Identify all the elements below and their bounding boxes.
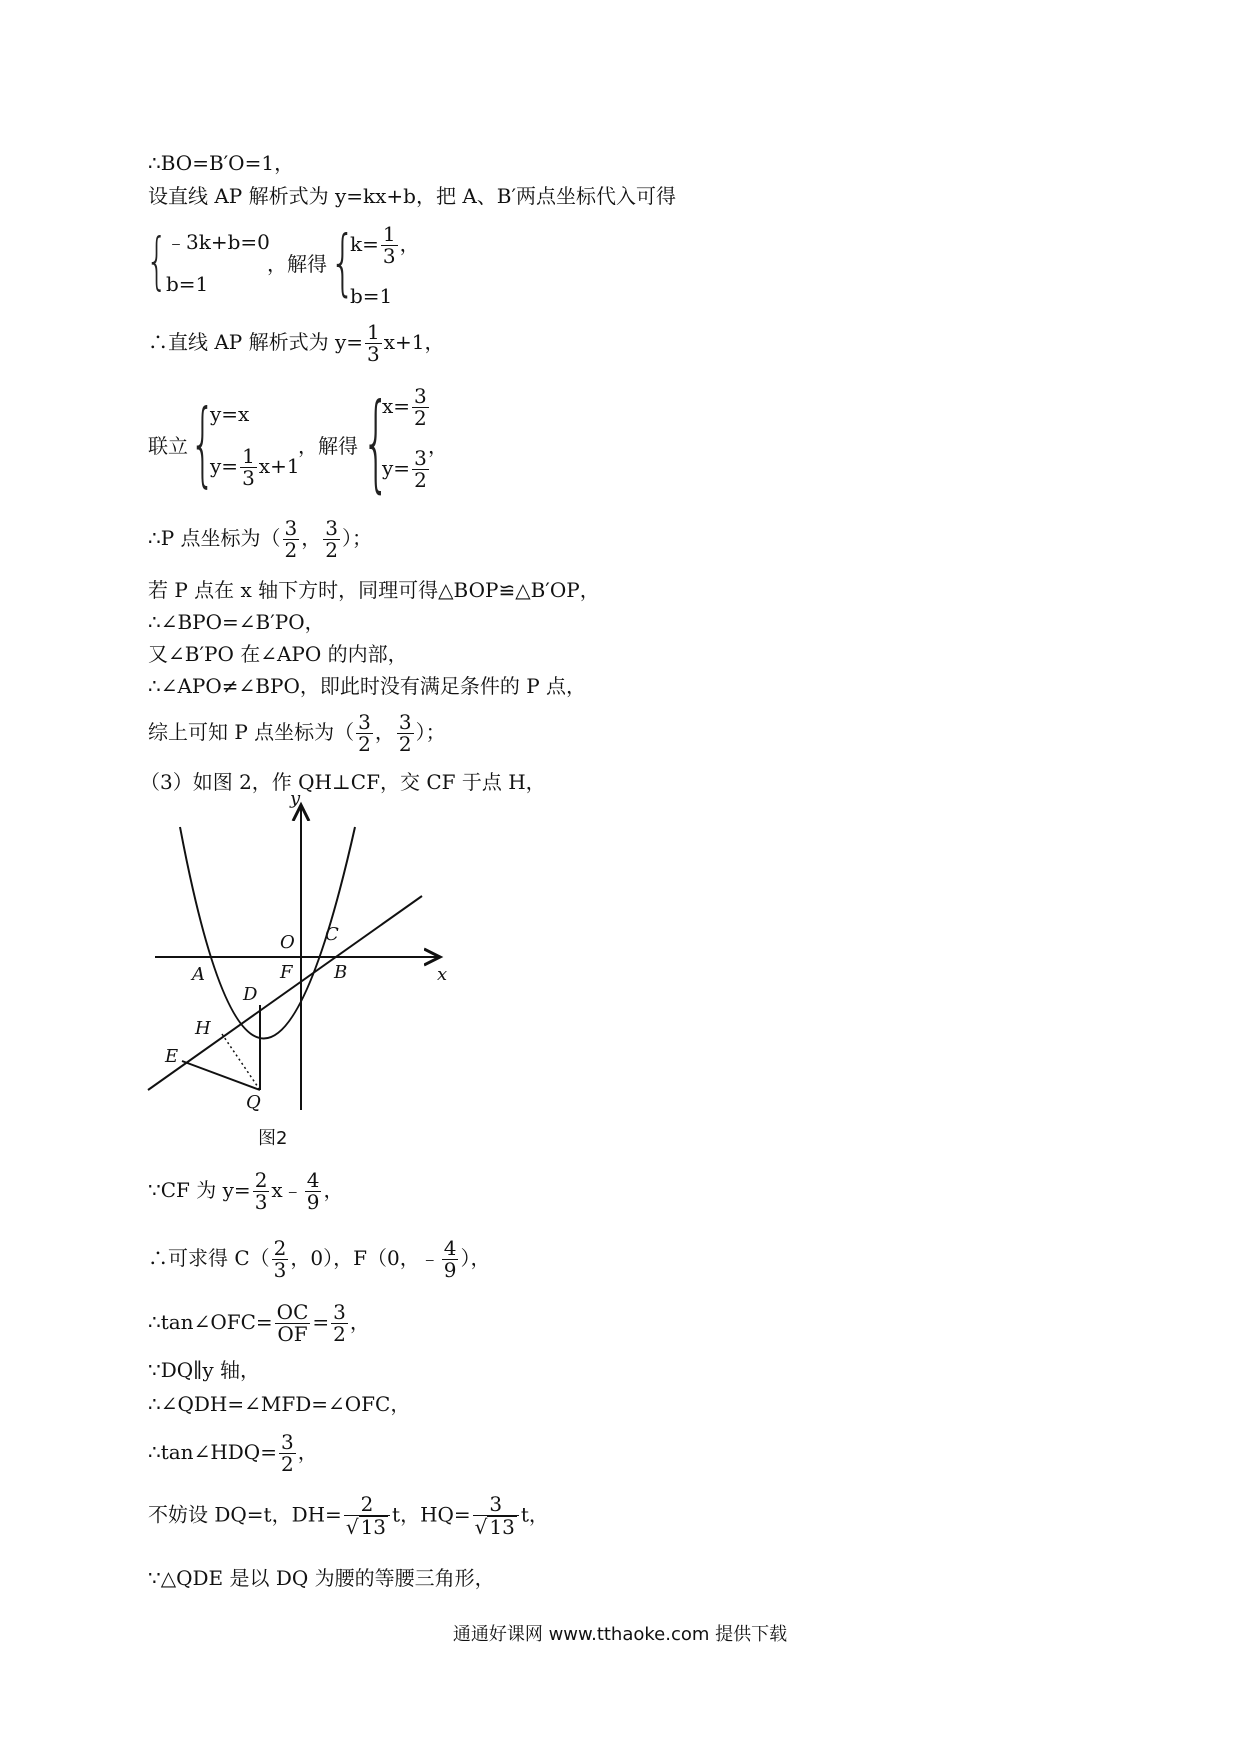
equation: ﹣3k+b=0 bbox=[166, 230, 270, 254]
line-11: 综上可知 P 点坐标为（ $\frac{3}{2}$ ， $\frac{3}{2}$ ）； bbox=[148, 710, 446, 756]
label-h: H bbox=[195, 1018, 211, 1039]
line-4: ∴直线 AP 解析式为 y= $\frac{1}{3}$ x+1， bbox=[148, 320, 445, 366]
label-q: Q bbox=[246, 1092, 261, 1113]
text: ， bbox=[428, 434, 448, 458]
line-14: ∴可求得 C（ $\frac{2}{3}$ ，0），F（0，﹣ $\frac{4}{9}$ ）， bbox=[148, 1236, 491, 1282]
line-19: 不妨设 DQ=t，DH= $\frac{2}{√ 13}$ t，HQ= $\frac{3}{√ 13}$ t， bbox=[148, 1492, 549, 1539]
line-20: ∵△QDE 是以 DQ 为腰的等腰三角形， bbox=[148, 1566, 495, 1590]
line-7: 若 P 点在 x 轴下方时，同理可得△BOP≌△B′OP， bbox=[148, 578, 600, 602]
left-brace: { bbox=[362, 382, 390, 505]
line-1: ∴BO=B′O=1， bbox=[148, 151, 295, 175]
label-d: D bbox=[243, 984, 258, 1005]
segment-hq bbox=[222, 1034, 260, 1090]
label-b: B bbox=[334, 962, 348, 983]
line-16: ∵DQ∥y 轴， bbox=[148, 1358, 261, 1382]
left-brace: { bbox=[146, 226, 168, 298]
equation: b=1 bbox=[350, 284, 393, 308]
text: ，解得 bbox=[298, 434, 358, 458]
label-a: A bbox=[192, 964, 205, 985]
line-18: ∴tan∠HDQ= $\frac{3}{2}$ ， bbox=[148, 1430, 318, 1476]
geometry-figure bbox=[140, 790, 460, 1130]
text: 联立 bbox=[148, 434, 188, 458]
label-c: C bbox=[325, 924, 339, 945]
line-9: 又∠B′PO 在∠APO 的内部， bbox=[148, 642, 408, 666]
footer: 通通好课网 www.tthaoke.com 提供下载 bbox=[452, 1624, 788, 1645]
equation: b=1 bbox=[166, 272, 209, 296]
label-o: O bbox=[280, 932, 295, 953]
line-10: ∴∠APO≠∠BPO，即此时没有满足条件的 P 点， bbox=[148, 674, 587, 698]
line-cf bbox=[148, 896, 422, 1090]
line-13: ∵CF 为 y= $\frac{2}{3}$ x﹣ $\frac{4}{9}$ ， bbox=[148, 1168, 344, 1214]
segment-eq bbox=[182, 1061, 260, 1090]
label-f: F bbox=[280, 962, 293, 983]
equation: y= $\frac{1}{3}$ x+1 bbox=[210, 444, 300, 490]
text: ，解得 bbox=[267, 252, 327, 276]
label-x: x bbox=[437, 964, 448, 985]
equation: y=x bbox=[210, 402, 250, 426]
left-brace: { bbox=[330, 222, 356, 305]
equation: y= $\frac{3}{2}$ bbox=[382, 446, 427, 492]
label-e: E bbox=[165, 1046, 179, 1067]
line-17: ∴∠QDH=∠MFD=∠OFC， bbox=[148, 1392, 411, 1416]
line-2: 设直线 AP 解析式为 y=kx+b，把 A、B′两点坐标代入可得 bbox=[148, 184, 677, 208]
line-12: （3）如图 2，作 QH⊥CF，交 CF 于点 H， bbox=[140, 770, 546, 794]
line-15: ∴tan∠OFC= $\frac{OC}{OF}$ = $\frac{3}{2}$ ， bbox=[148, 1300, 370, 1346]
figure-caption: 图2 bbox=[258, 1128, 288, 1149]
equation: k= $\frac{1}{3}$ ， bbox=[350, 222, 420, 268]
label-y: y bbox=[290, 790, 301, 809]
line-6: ∴P 点坐标为（ $\frac{3}{2}$ ， $\frac{3}{2}$ ）； bbox=[148, 516, 373, 562]
equation: x= $\frac{3}{2}$ bbox=[382, 384, 427, 430]
left-brace: { bbox=[190, 392, 216, 498]
line-8: ∴∠BPO=∠B′PO， bbox=[148, 610, 325, 634]
